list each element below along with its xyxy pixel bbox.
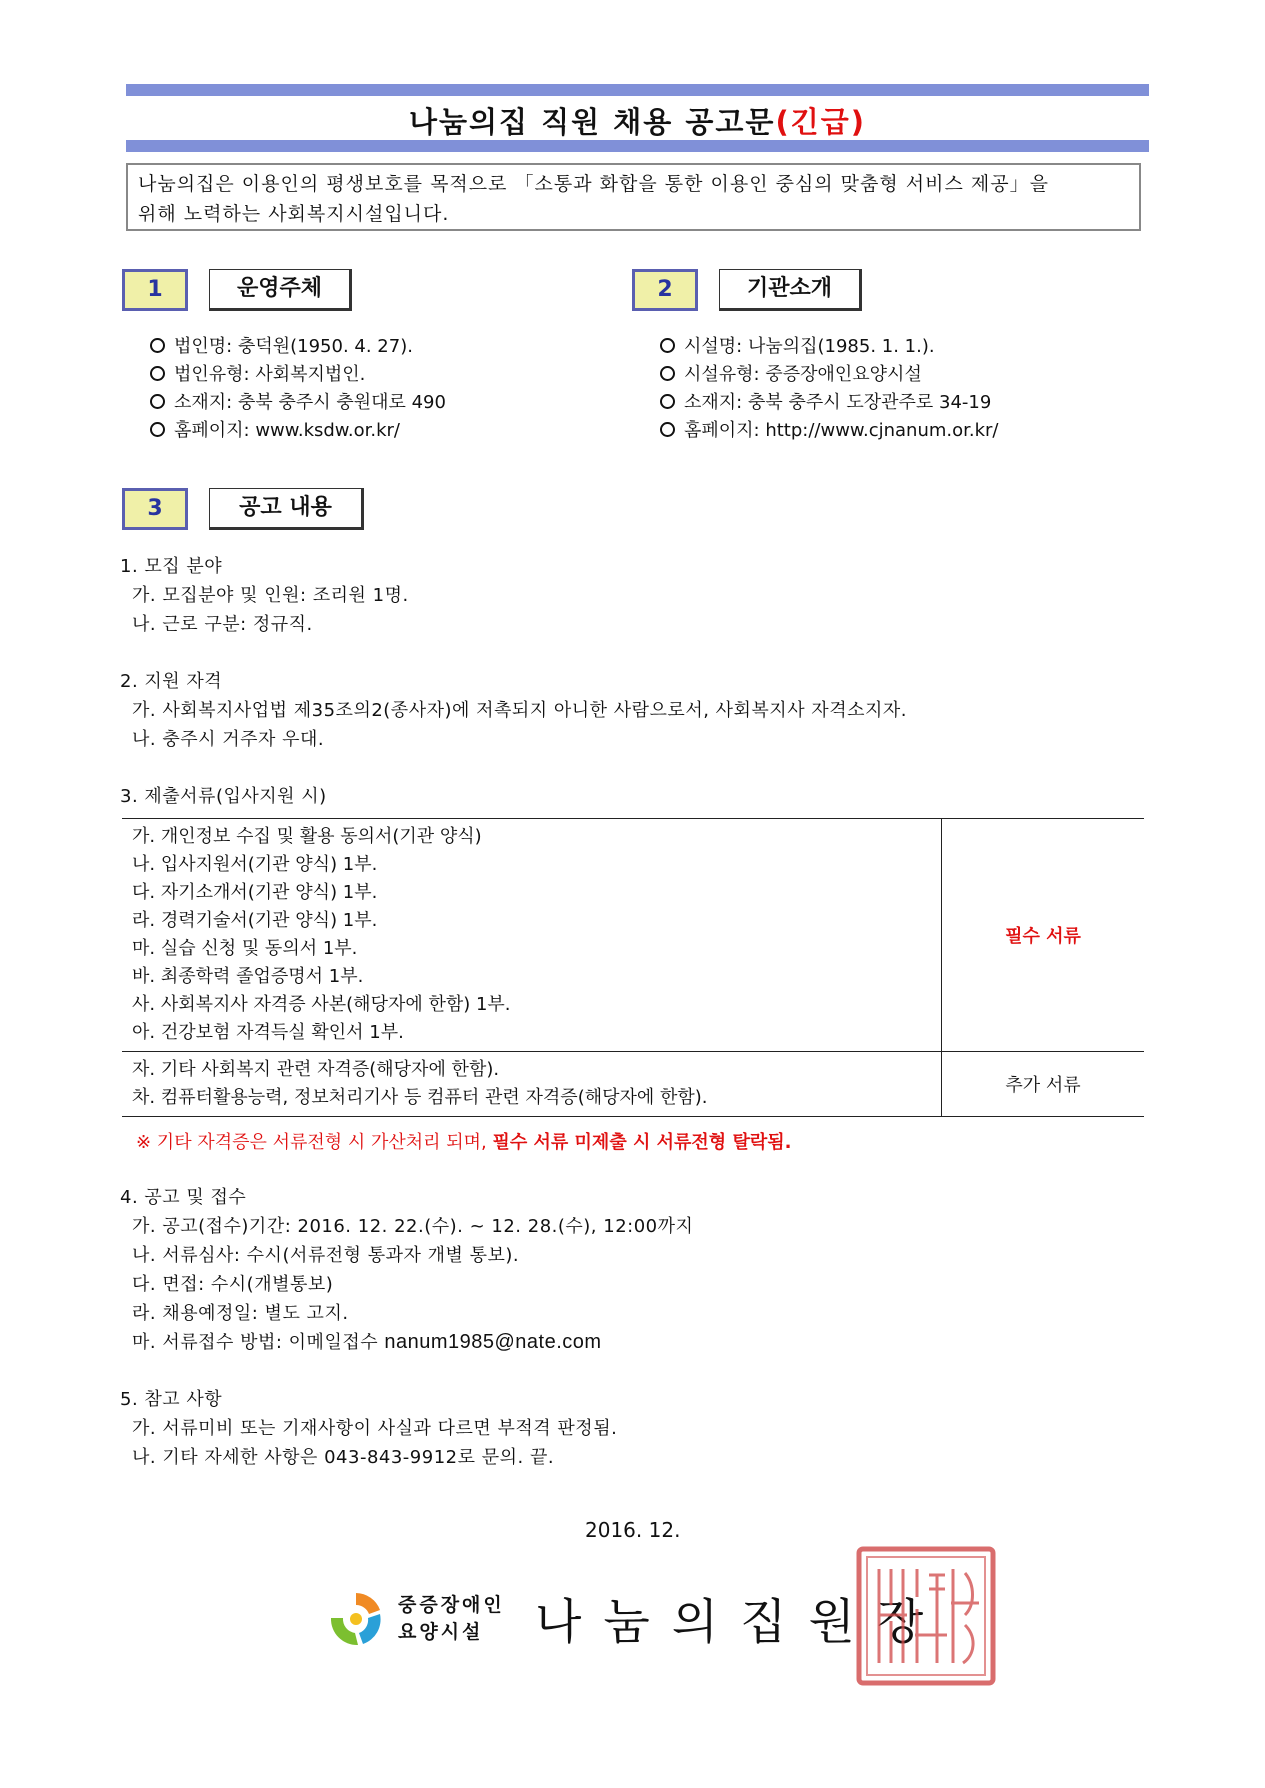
section-3-title: 공고 내용: [209, 488, 364, 530]
director-title: 나눔의집원장: [535, 1594, 946, 1650]
apply-item: 다. 면접: 수시(개별통보): [132, 1274, 334, 1295]
circle-bullet-icon: [150, 366, 165, 381]
list-item: 소재지: 충북 충주시 도장관주로 34-19: [660, 389, 999, 417]
list-item: 시설유형: 중증장애인요양시설: [660, 361, 999, 389]
circle-bullet-icon: [660, 422, 675, 437]
list-item: 바. 최종학력 졸업증명서 1부.: [132, 966, 364, 987]
required-docs-cell: [122, 819, 942, 1052]
facility-logo-icon: [325, 1588, 387, 1650]
list-item: 소재지: 충북 충주시 충원대로 490: [150, 389, 446, 417]
table-row: [122, 1052, 1144, 1117]
bottom-accent-bar: [126, 140, 1149, 152]
circle-bullet-icon: [660, 366, 675, 381]
circle-bullet-icon: [150, 338, 165, 353]
email-address: nanum1985@nate.com: [384, 1331, 602, 1353]
required-docs-label: 필수 서류: [942, 819, 1145, 1052]
urgent-label: (긴급): [775, 105, 866, 139]
qualification-item: 나. 충주시 거주자 우대.: [132, 729, 325, 750]
official-seal-icon: [855, 1545, 997, 1687]
apply-item: 나. 서류심사: 수시(서류전형 통과자 개별 통보).: [132, 1245, 520, 1266]
list-item: 사. 사회복지사 자격증 사본(해당자에 한함) 1부.: [132, 994, 511, 1015]
documents-heading: 3. 제출서류(입사지원 시): [120, 786, 327, 807]
list-item: 가. 개인정보 수집 및 활용 동의서(기관 양식): [132, 826, 482, 847]
list-item: 다. 자기소개서(기관 양식) 1부.: [132, 882, 378, 903]
section-3-number: 3: [122, 488, 188, 530]
section-2-title: 기관소개: [719, 269, 862, 311]
section-1-number: 1: [122, 269, 188, 311]
page-title: 나눔의집 직원 채용 공고문(긴급): [409, 105, 866, 139]
facility-type: 중증장애인 요양시설: [398, 1594, 505, 1643]
reference-item: 가. 서류미비 또는 기재사항이 사실과 다르면 부적격 판정됨.: [132, 1418, 618, 1439]
recruit-item: 가. 모집분야 및 인원: 조리원 1명.: [132, 585, 409, 606]
notice-date: 2016. 12.: [585, 1518, 681, 1542]
list-item: 라. 경력기술서(기관 양식) 1부.: [132, 910, 378, 931]
qualification-item: 가. 사회복지사업법 제35조의2(종사자)에 저촉되지 아니한 사람으로서, 사회복지사 자격소지자.: [132, 700, 907, 721]
list-item: 마. 실습 신청 및 동의서 1부.: [132, 938, 358, 959]
apply-item: 가. 공고(접수)기간: 2016. 12. 22.(수). ~ 12. 28.(수), 12:00까지: [132, 1216, 694, 1237]
circle-bullet-icon: [660, 338, 675, 353]
reference-heading: 5. 참고 사항: [120, 1389, 223, 1410]
list-item: 나. 입사지원서(기관 양식) 1부.: [132, 854, 378, 875]
recruit-heading: 1. 모집 분야: [120, 556, 223, 577]
circle-bullet-icon: [660, 394, 675, 409]
list-item: 아. 건강보험 자격득실 확인서 1부.: [132, 1022, 404, 1043]
intro-line-2: 위해 노력하는 사회복지시설입니다.: [138, 203, 450, 225]
list-item: 자. 기타 사회복지 관련 자격증(해당자에 한함).: [132, 1059, 500, 1080]
apply-item: 라. 채용예정일: 별도 고지.: [132, 1303, 349, 1324]
apply-method: 마. 서류접수 방법: 이메일접수 nanum1985@nate.com: [132, 1331, 602, 1353]
section-2-number: 2: [632, 269, 698, 311]
qualification-heading: 2. 지원 자격: [120, 671, 223, 692]
notice-text: ※ 기타 자격증은 서류전형 시 가산처리 되며, 필수 서류 미제출 시 서류전형 탈락됨.: [136, 1132, 792, 1153]
circle-bullet-icon: [150, 422, 165, 437]
extra-docs-label: 추가 서류: [942, 1052, 1145, 1117]
section-1-title: 운영주체: [209, 269, 352, 311]
list-item: 시설명: 나눔의집(1985. 1. 1.).: [660, 333, 999, 361]
list-item: 홈페이지: http://www.cjnanum.or.kr/: [660, 417, 999, 445]
list-item: 법인유형: 사회복지법인.: [150, 361, 446, 389]
apply-heading: 4. 공고 및 접수: [120, 1187, 247, 1208]
circle-bullet-icon: [150, 394, 165, 409]
extra-docs-cell: [122, 1052, 942, 1117]
recruit-item: 나. 근로 구분: 정규직.: [132, 614, 313, 635]
list-item: 법인명: 충덕원(1950. 4. 27).: [150, 333, 446, 361]
documents-table: [122, 818, 1144, 1117]
table-row: [122, 819, 1144, 1052]
operator-info-list: [150, 333, 446, 445]
reference-item: 나. 기타 자세한 사항은 043-843-9912로 문의. 끝.: [132, 1447, 555, 1468]
intro-box: [126, 163, 1141, 231]
list-item: 홈페이지: www.ksdw.or.kr/: [150, 417, 446, 445]
top-accent-bar: [126, 84, 1149, 96]
intro-line-1: 나눔의집은 이용인의 평생보호를 목적으로 「소통과 화합을 통한 이용인 중심의 맞춤형 서비스 제공」을: [138, 173, 1049, 195]
list-item: 차. 컴퓨터활용능력, 정보처리기사 등 컴퓨터 관련 자격증(해당자에 한함).: [132, 1087, 708, 1108]
facility-info-list: [660, 333, 999, 445]
